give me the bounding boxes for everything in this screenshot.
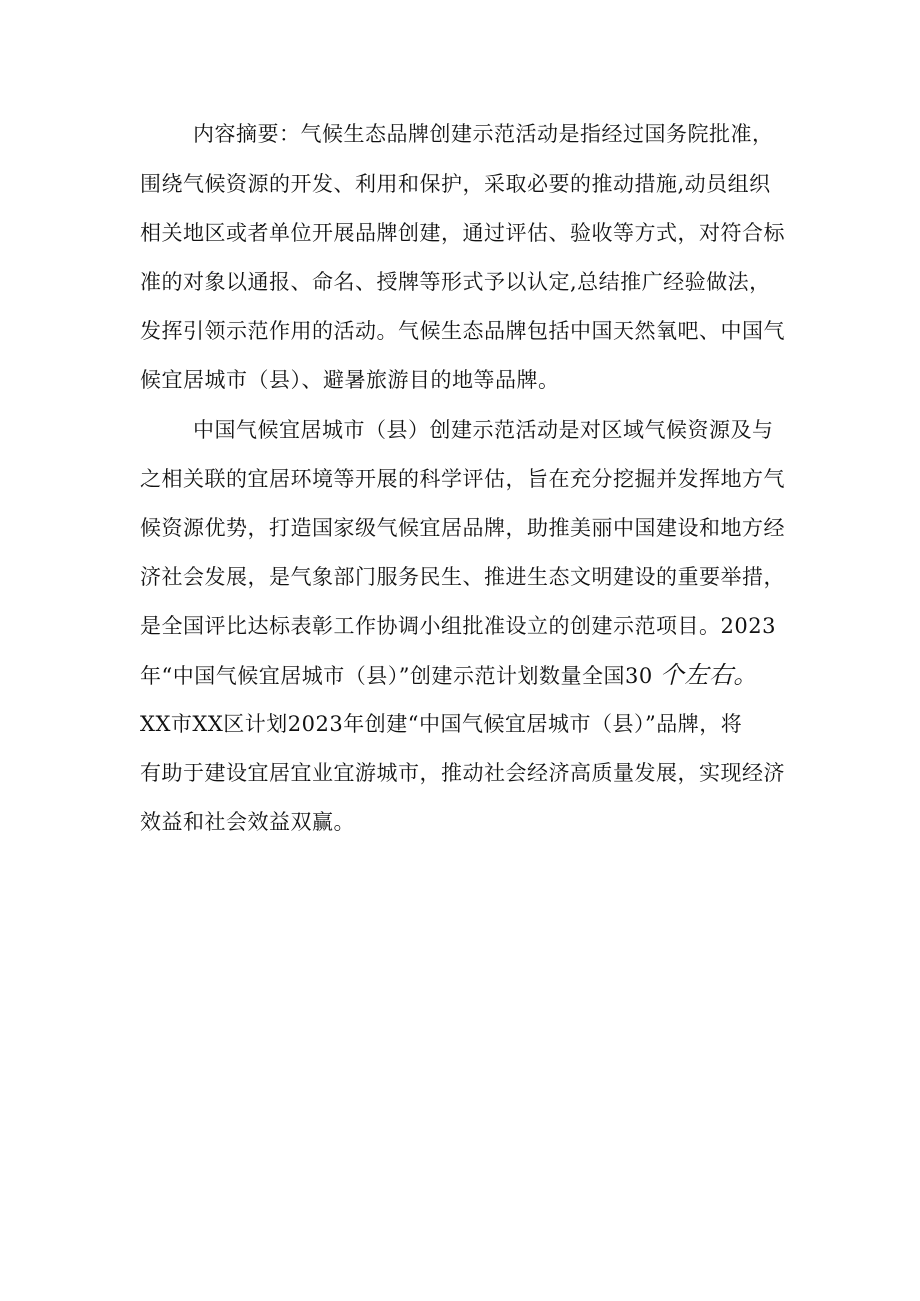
p2-line-2: 之相关联的宜居环境等开展的科学评估，旨在充分挖掘并发挥地方气 bbox=[140, 467, 785, 491]
p2-line-1: 中国气候宜居城市（县）创建示范活动是对区域气候资源及与 bbox=[193, 418, 774, 442]
p1-line-5: 发挥引领示范作用的活动。气候生态品牌包括中国天然氧吧、中国气 bbox=[140, 319, 785, 343]
p2-line-8: 有助于建设宜居宜业宜游城市，推动社会经济高质量发展，实现经济 bbox=[140, 761, 785, 785]
p1-line-6: 候宜居城市（县）、避暑旅游目的地等品牌。 bbox=[140, 368, 560, 392]
p1-line-2: 围绕气候资源的开发、利用和保护，采取必要的推动措施,动员组织 bbox=[140, 172, 771, 196]
p2-line-7: XX市XX区计划2023年创建“中国气候宜居城市（县）”品牌，将 bbox=[140, 712, 743, 736]
p1-line-4: 准的对象以通报、命名、授牌等形式予以认定,总结推广经验做法， bbox=[140, 270, 771, 294]
p2-line-4: 济社会发展，是气象部门服务民生、推进生态文明建设的重要举措， bbox=[140, 565, 785, 589]
p2-line-6-tail: 个左右。 bbox=[659, 661, 758, 689]
p1-line-3: 相关地区或者单位开展品牌创建，通过评估、验收等方式，对符合标 bbox=[140, 221, 785, 245]
p2-line-9: 效益和社会效益双赢。 bbox=[140, 810, 355, 834]
p2-line-5: 是全国评比达标表彰工作协调小组批准设立的创建示范项目。2023 bbox=[140, 614, 776, 638]
p2-line-3: 候资源优势，打造国家级气候宜居品牌，助推美丽中国建设和地方经 bbox=[140, 516, 785, 540]
p2-line-6-text: 年“中国气候宜居城市（县）”创建示范计划数量全国30 bbox=[140, 664, 653, 688]
p2-line-6 bbox=[140, 661, 758, 690]
p1-line-1: 内容摘要：气候生态品牌创建示范活动是指经过国务院批准， bbox=[193, 122, 774, 146]
